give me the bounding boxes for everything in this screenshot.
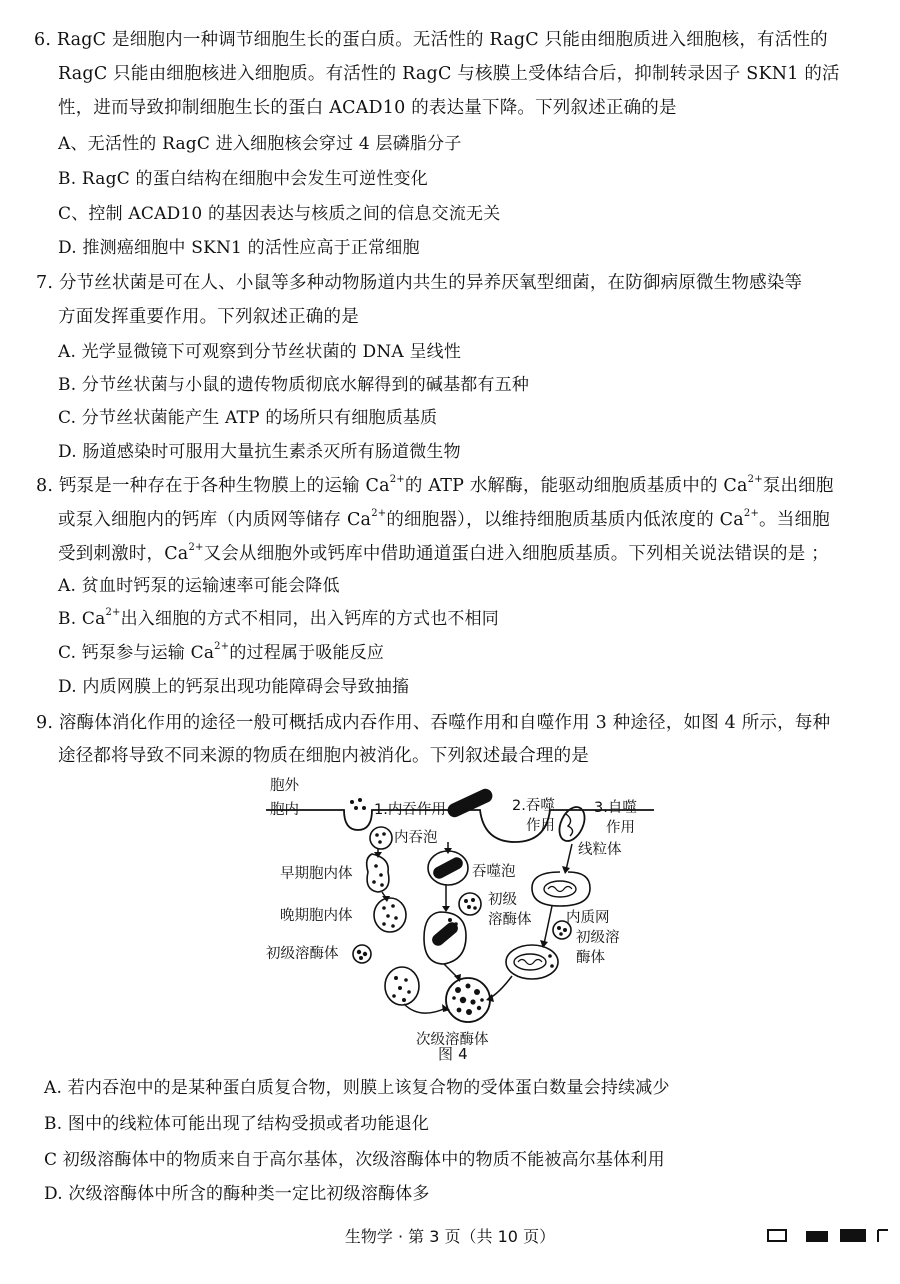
label-phagocytosis-2: 作用 (526, 818, 555, 834)
label-primary-lysosome-1: 初级溶酶体 (266, 946, 339, 962)
label-secondary-lysosome: 次级溶酶体 (416, 1032, 489, 1048)
figure-caption: 图 4 (438, 1045, 468, 1063)
q6-option-a: A、无活性的 RagC 进入细胞核会穿过 4 层磷脂分子 (58, 134, 462, 154)
q9-option-b: B. 图中的线粒体可能出现了结构受损或者功能退化 (44, 1114, 430, 1134)
label-inside: 胞内 (270, 802, 299, 818)
label-endocytic-vesicle: 内吞泡 (394, 830, 438, 846)
label-primary-lysosome-2b: 溶酶体 (488, 912, 532, 928)
er-membrane-wrap (532, 872, 590, 906)
q9-option-d: D. 次级溶酶体中所含的酶种类一定比初级溶酶体多 (44, 1184, 430, 1204)
q7-option-c: C. 分节丝状菌能产生 ATP 的场所只有细胞质基质 (58, 408, 438, 428)
q8-option-d: D. 内质网膜上的钙泵出现功能障碍会导致抽搐 (58, 677, 410, 697)
label-primary-lysosome-3b: 酶体 (576, 950, 605, 966)
early-endosome (367, 854, 389, 892)
q8-stem-line-1: 8. 钙泵是一种存在于各种生物膜上的运输 $Ca^{2+}$的 ATP 水解酶，能驱动细胞质基质中的 $Ca^{2+}$泵出细胞 (36, 474, 834, 496)
q7-option-d: D. 肠道感染时可服用大量抗生素杀灭所有肠道微生物 (58, 442, 461, 462)
q8-option-b: B. $Ca^{2+}$出入细胞的方式不相同，出入钙库的方式也不相同 (58, 607, 500, 629)
digested-material (452, 984, 484, 1016)
q9-option-a: A. 若内吞泡中的是某种蛋白质复合物，则膜上该复合物的受体蛋白数量会持续减少 (44, 1078, 670, 1098)
label-autophagy-1: 3.自噬 (594, 800, 637, 816)
scan-marks (764, 1224, 900, 1248)
late-endosome (374, 898, 406, 932)
label-early-endosome: 早期胞内体 (280, 866, 353, 882)
q8-option-c: C. 钙泵参与运输 $Ca^{2+}$的过程属于吸能反应 (58, 641, 385, 663)
endocytic-vesicle (370, 827, 392, 849)
label-phagocytosis-1: 2.吞噬 (512, 798, 555, 814)
label-primary-lysosome-2a: 初级 (488, 892, 517, 908)
label-phagosome: 吞噬泡 (472, 864, 516, 880)
q9-option-c: C 初级溶酶体中的物质来自于高尔基体，次级溶酶体中的物质不能被高尔基体利用 (44, 1150, 665, 1170)
q8-option-a: A. 贫血时钙泵的运输速率可能会降低 (58, 576, 340, 596)
endocytic-cargo (350, 798, 366, 810)
q6-stem-line-1: 6. RagC 是细胞内一种调节细胞生长的蛋白质。无活性的 RagC 只能由细胞质进入细胞核，有活性的 (34, 30, 828, 50)
q9-stem-line-1: 9. 溶酶体消化作用的途径一般可概括成内吞作用、吞噬作用和自噬作用 3 种途径，如图 4 所示，每种 (36, 713, 831, 733)
q7-option-b: B. 分节丝状菌与小鼠的遗传物质彻底水解得到的碱基都有五种 (58, 375, 530, 395)
q7-stem-line-1: 7. 分节丝状菌是可在人、小鼠等多种动物肠道内共生的异养厌氧型细菌，在防御病原微生物感染等 (36, 273, 803, 293)
label-autophagy-2: 作用 (606, 820, 635, 836)
q9-stem-line-2: 途径都将导致不同来源的物质在细胞内被消化。下列叙述最合理的是 (58, 746, 589, 766)
label-mitochondrion: 线粒体 (578, 842, 622, 858)
q6-stem-line-3: 性，进而导致抑制细胞生长的蛋白 ACAD10 的表达量下降。下列叙述正确的是 (58, 98, 677, 118)
bacterium (445, 787, 494, 820)
lysosome-pathway-figure (260, 772, 660, 1062)
q6-option-d: D. 推测癌细胞中 SKN1 的活性应高于正常细胞 (58, 238, 420, 258)
q6-option-b: B. RagC 的蛋白结构在细胞中会发生可逆性变化 (58, 169, 428, 189)
primary-lysosome-1 (353, 945, 371, 963)
primary-lysosome-3 (553, 921, 571, 939)
q8-stem-line-3: 受到刺激时，$Ca^{2+}$又会从细胞外或钙库中借助通道蛋白进入细胞质基质。下列相关说法错误的是 ； (58, 542, 829, 564)
q8-stem-line-2: 或泵入细胞内的钙库（内质网等储存 $Ca^{2+}$的细胞器），以维持细胞质基质内低浓度的 $Ca^{2+}$。当细胞 (58, 508, 830, 530)
label-er: 内质网 (566, 910, 610, 926)
q6-stem-line-2: RagC 只能由细胞核进入细胞质。有活性的 RagC 与核膜上受体结合后，抑制转录因子 SKN1 的活 (58, 64, 840, 84)
q7-option-a: A. 光学显微镜下可观察到分节丝状菌的 DNA 呈线性 (58, 342, 462, 362)
label-outside: 胞外 (270, 778, 299, 794)
fusion-vesicle-1 (385, 967, 419, 1005)
q6-option-c: C、控制 ACAD10 的基因表达与核质之间的信息交流无关 (58, 204, 501, 224)
lysosome-pathway-diagram (260, 772, 660, 1062)
primary-lysosome-2 (459, 893, 481, 915)
page-footer: 生物学 · 第 3 页（共 10 页） (344, 1227, 556, 1246)
label-late-endosome: 晚期胞内体 (280, 908, 353, 924)
q7-stem-line-2: 方面发挥重要作用。下列叙述正确的是 (58, 307, 359, 327)
label-endocytosis: 1.内吞作用 (374, 802, 446, 818)
label-primary-lysosome-3a: 初级溶 (576, 930, 620, 946)
